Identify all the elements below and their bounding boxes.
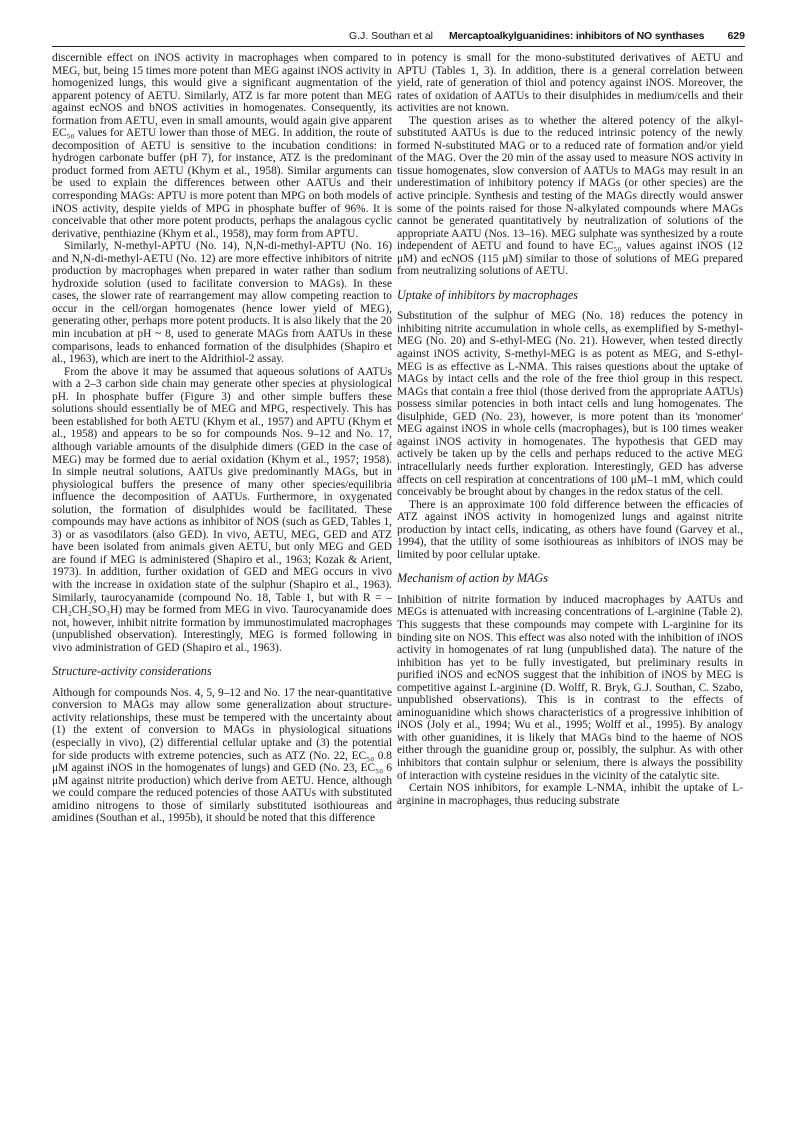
paragraph: Inhibition of nitrite formation by induced macrophages by AATUs and MEGs is attenuated with increasing concentrations of L-arginine (Table 2). This suggests that these compounds may compete with L-arginine for its binding site on NOS. This effect was also noted with the inhibition of iNOS activity in homogenates of rat lung (unpublished data). The nature of the inhibition has yet to be fully investigated, but preliminary results in purified iNOS and ecNOS suggest that the inhibition of iNOS by MEG is competitive against L-arginine (D. Wolff, R. Bryk, G.J. Southan, C. Szabo, unpublished observations). This is in contrast to the effects of aminoguanidine which shows characteristics of a progressive inhibition of iNOS (Joly et al., 1994; Wu et al., 1995; Wolff et al., 1995). By analogy with other guanidines, it is likely that MAGs bind to the haeme of NOS either through the guanidine group or, possibly, the sulphur. As with other inhibitors that contain sulphur or selenium, there is always the possibility of interaction with cysteine residues in the vicinity of the catalytic site.	[397, 593, 743, 782]
paragraph: discernible effect on iNOS activity in macrophages when compared to MEG, but, being 15 times more potent than MEG against iNOS activity in homogenized lungs, this would give a significant augmentation of the apparent potency of AETU. Similarly, ATZ is far more potent than MEG against ecNOS and bNOS activities in homogenates. Consequently, its formation from AETU, even in small amounts, would again give apparent EC₅₀ values for AETU lower than those of MEG. In addition, the route of decomposition of AETU is sensitive to the incubation conditions: in hydrogen carbonate buffer (pH 7), for instance, ATZ is the predominant product formed from AETU (Khym et al., 1958). Similar arguments can be used to explain the differences between other AATUs and their corresponding MAGs: APTU is more potent than MPG on both models of iNOS activity, despite yields of MPG in phosphate buffer of 96%. It is conceivable that other more potent products, perhaps the analagous cyclic derivative, penthiazine (Khym et al., 1958), may form from APTU.	[52, 52, 392, 240]
section-heading-uptake: Uptake of inhibitors by macrophages	[397, 287, 578, 302]
paragraph: Substitution of the sulphur of MEG (No. 18) reduces the potency in inhibiting nitrite accumulation in whole cells, as exemplified by S-methyl-MEG (No. 20) and S-ethyl-MEG (No. 21). However, when tested directly against iNOS activity, S-methyl-MEG is as potent as MEG, and S-ethyl-MEG is as effective as L-NMA. This raises questions about the uptake of MAGs by intact cells and the role of the free thiol group in this respect. MAGs that contain a free thiol (those derived from the appropriate AATUs) possess similar potencies in both intact cells and lung homogenates. The disulphide, GED (No. 23), however, is more potent than its 'monomer' MEG against iNOS in whole cells (macrophages), but is 100 times weaker against iNOS activity in homogenates. The hypothesis that GED may actively be taken up by the cells and perhaps reduced to the active MEG intracellularly needs further exploration. Interestingly, GED has adverse affects on cell respiration at concentrations of 100 μM–1 mM, which could conceivably be brought about by changes in the redox status of the cell.	[397, 310, 743, 499]
section-heading-mechanism: Mechanism of action by MAGs	[397, 571, 548, 586]
header-authors: G.J. Southan et al	[348, 30, 433, 42]
header-running-title: Mercaptoalkylguanidines: inhibitors of NO synthases	[449, 30, 705, 42]
paragraph: From the above it may be assumed that aqueous solutions of AATUs with a 2–3 carbon side chain may generate other species at physiological pH. In phosphate buffer (Figure 3) and other simple buffers these solutions should essentially be of MEG and MPG, respectively. This has been established for both AETU (Khym et al., 1957) and APTU (Khym et al., 1958) and appears to be so for compounds Nos. 9–12 and No. 17, although variable amounts of the disulphide dimers (GED in the case of MEG) may be formed due to aerial oxidation (Khym et al., 1957; 1958). In simple neutral solutions, AATUs give predominantly MAGs, but in physiological buffers the presence of many other species/equilibria influence the decomposition of AATUs. Furthermore, in oxygenated solution, the formation of disulphides would be facilitated. These compounds may have actions as inhibitor of NOS (such as GED, Tables 1, 3) or as vasodilators (also GED). In vivo, AETU, MEG, GED and ATZ have been isolated from animals given AETU, but only MEG and GED are found if MEG is administered (Shapiro et al., 1963; Kozak & Arient, 1973). In addition, further oxidation of GED and MEG occurs in vivo with the increase in oxidation state of the sulphur (Shapiro et al., 1963). Similarly, taurocyanamide (compound No. 18, Table 1, but with R = –CH₂CH₂SO₃H) may be formed from MEG in vivo. Taurocyanamide does not, however, inhibit nitrite formation by immunostimulated macrophages (unpublished observation). Interestingly, MEG is formed following in vivo administration of GED (Shapiro et al., 1963).	[52, 365, 392, 654]
right-column	[397, 52, 743, 807]
paragraph: Certain NOS inhibitors, for example L-NMA, inhibit the uptake of L-arginine in macrophages, thus reducing substrate	[397, 782, 743, 807]
left-column	[52, 52, 392, 825]
paragraph: Similarly, N-methyl-APTU (No. 14), N,N-di-methyl-APTU (No. 16) and N,N-di-methyl-AETU (No. 12) are more effective inhibitors of nitrite production by macrophages when prepared in water rather than sodium hydroxide solution (used to facilitate conversion to MAGs). In these cases, the slower rate of rearrangement may allow competing reaction to occur in the cell/organ homogenates (hence lower yield of MEG), generating other, perhaps more potent products. It is also likely that the 20 min incubation at pH ~ 8, used to generate MAGs from AATUs in these comparisons, leads to enhanced formation of the disulphides (Shapiro et al., 1963), which are inert to the Aldrithiol-2 assay.	[52, 240, 392, 366]
paragraph: in potency is small for the mono-substituted derivatives of AETU and APTU (Tables 1, 3). In addition, there is a general correlation between yield, rate of generation of thiol and potency against iNOS. Moreover, the rates of oxidation of AATUs to their disulphides in medium/cells and their activities are not known.	[397, 52, 743, 115]
page-number: 629	[727, 30, 745, 42]
section-heading-structure-activity: Structure-activity considerations	[52, 664, 212, 679]
paragraph: There is an approximate 100 fold difference between the efficacies of ATZ against iNOS activity in homogenized lungs and against nitrite production by intact cells, indicating, as others have found (Garvey et al., 1994), that the utility of some isothioureas as inhibitors of iNOS may be limited by poor cellular uptake.	[397, 498, 743, 561]
paragraph: The question arises as to whether the altered potency of the alkyl-substituted AATUs is due to the reduced intrinsic potency of the newly formed N-substituted MAG or to a reduced rate of formation and/or yield of the MAG. Over the 20 min of the assay used to measure NOS activity in tissue homogenates, slow conversion of AATUs to MAGs may result in an underestimation of inhibitory potency if MAGs (or other species) are the active principle. Synthesis and testing of the MAGs directly would answer some of the points raised for those N-alkylated compounds where MAGs cannot be generated quantitatively by neutralization of solutions of the appropriate AATU (Nos. 13–16). MEG sulphate was synthesized by a route independent of AETU and found to have EC₅₀ values against iNOS (12 μM) and ecNOS (115 μM) similar to those of solutions of MEG prepared from neutralizing solutions of AETU.	[397, 114, 743, 278]
running-header	[52, 30, 745, 47]
paragraph: Although for compounds Nos. 4, 5, 9–12 and No. 17 the near-quantitative conversion to MAGs may allow some generalization about structure-activity relationships, these must be tempered with the uncertainty about (1) the extent of conversion to MAGs in physiological situations (especially in vivo), (2) differential cellular uptake and (3) the potential for side products with extreme potencies, such as ATZ (No. 22, EC₅₀ 0.8 μM against iNOS in the homogenates of lungs) and GED (No. 23, EC₅₀ 6 μM against nitrite production) which derive from AETU. Hence, although we could compare the reduced potencies of those AATUs with substituted amidino nitrogens to those of similarly substituted isothioureas and amidines (Southan et al., 1995b), it should be noted that this difference	[52, 686, 392, 825]
